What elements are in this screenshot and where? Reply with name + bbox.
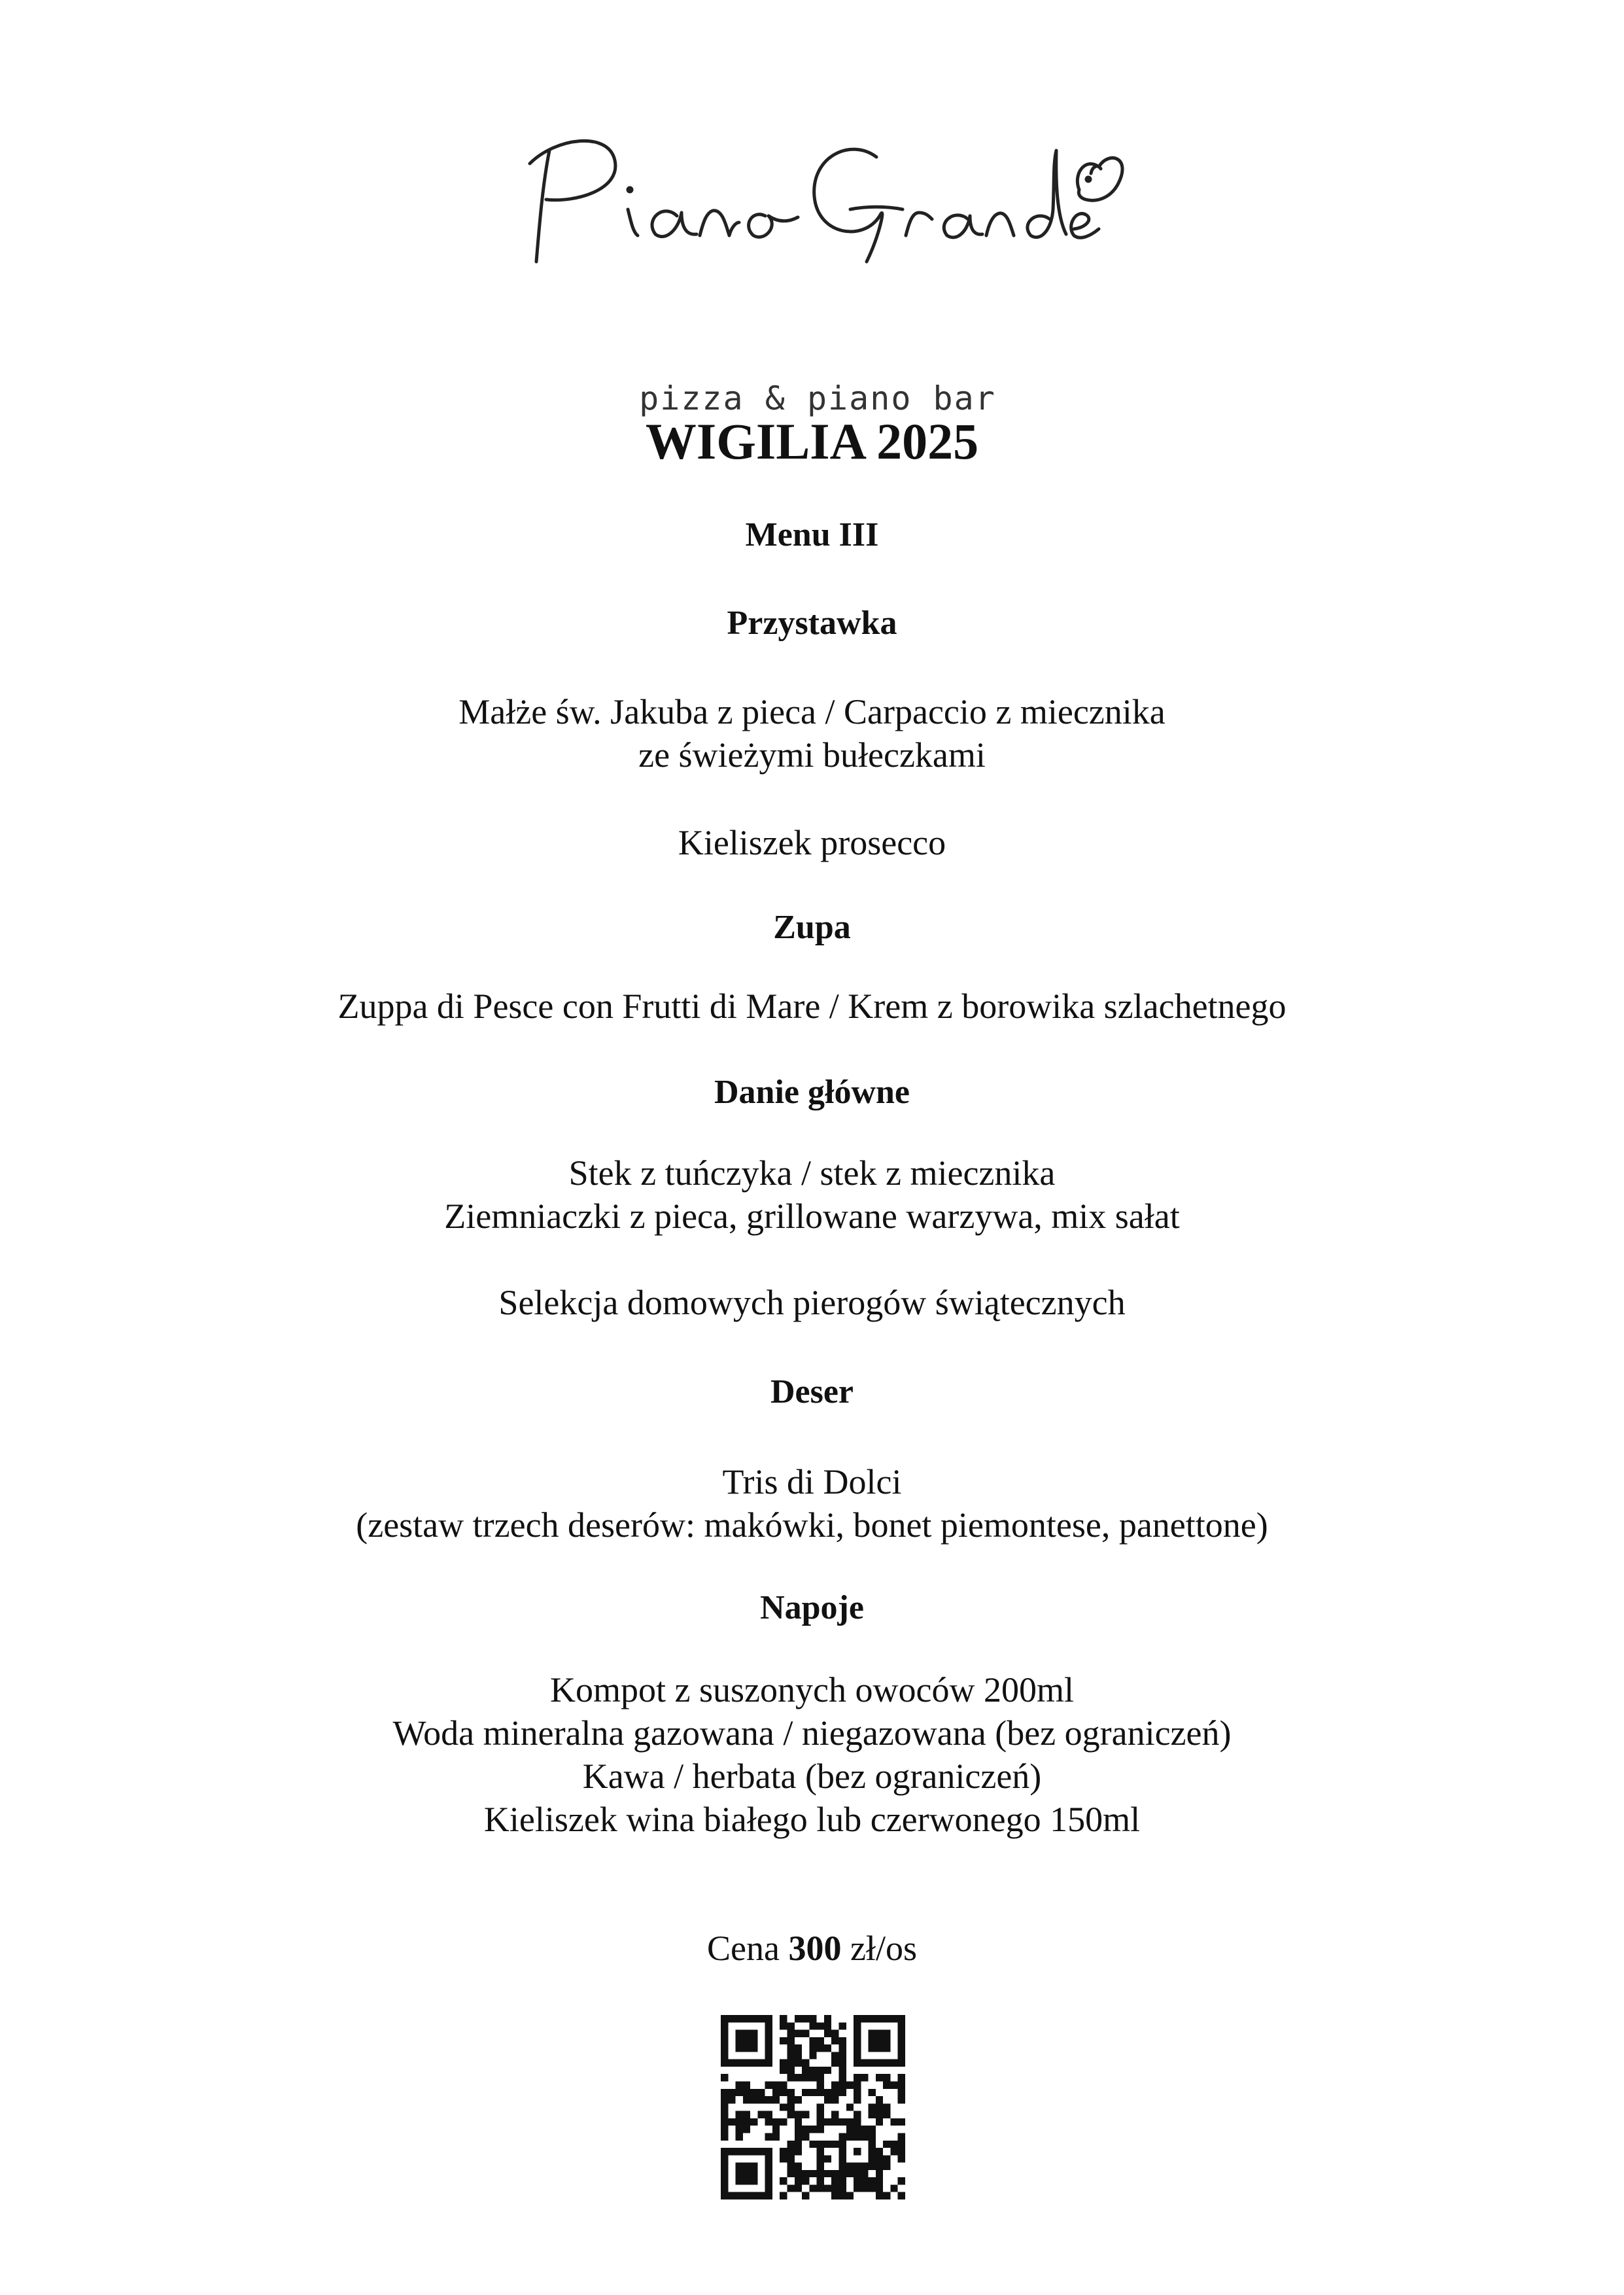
price-amount: 300 [788,1929,842,1968]
section-heading-soup: Zupa [773,909,851,946]
starter-line: Kieliszek prosecco [678,823,946,862]
drinks-line: Kompot z suszonych owoców 200ml [550,1670,1074,1709]
brand-logo [510,111,1125,417]
main-line: Ziemniaczki z pieca, grillowane warzywa, mix sałat [444,1197,1180,1236]
menu-name: Menu III [745,516,879,553]
section-heading-drinks: Napoje [760,1589,864,1626]
price-line [0,1927,1624,1970]
brand-subtitle: pizza & piano bar [639,379,996,417]
price-label: Cena [707,1929,780,1968]
drinks-line: Woda mineralna gazowana / niegazowana (bez ograniczeń) [392,1713,1232,1753]
dessert-line: (zestaw trzech deserów: makówki, bonet piemontese, panettone) [356,1505,1268,1545]
section-heading-dessert: Deser [770,1373,854,1410]
price-unit: zł/os [850,1929,917,1968]
drinks-line: Kawa / herbata (bez ograniczeń) [582,1757,1042,1796]
dessert-line: Tris di Dolci [722,1462,902,1501]
starter-line: Małże św. Jakuba z pieca / Carpaccio z miecznika [458,692,1166,731]
main-line: Selekcja domowych pierogów świątecznych [498,1283,1126,1322]
page-title: WIGILIA 2025 [645,413,979,470]
soup-line: Zuppa di Pesce con Frutti di Mare / Krem z borowika szlachetnego [337,987,1287,1026]
qr-code-icon[interactable] [721,2015,905,2199]
starter-line: ze świeżymi bułeczkami [638,735,986,775]
piano-grande-script-logo [510,111,1125,275]
main-line: Stek z tuńczyka / stek z miecznika [568,1153,1056,1193]
drinks-line: Kieliszek wina białego lub czerwonego 150ml [483,1800,1141,1839]
section-heading-main: Danie główne [714,1074,910,1111]
section-heading-starter: Przystawka [727,604,897,642]
